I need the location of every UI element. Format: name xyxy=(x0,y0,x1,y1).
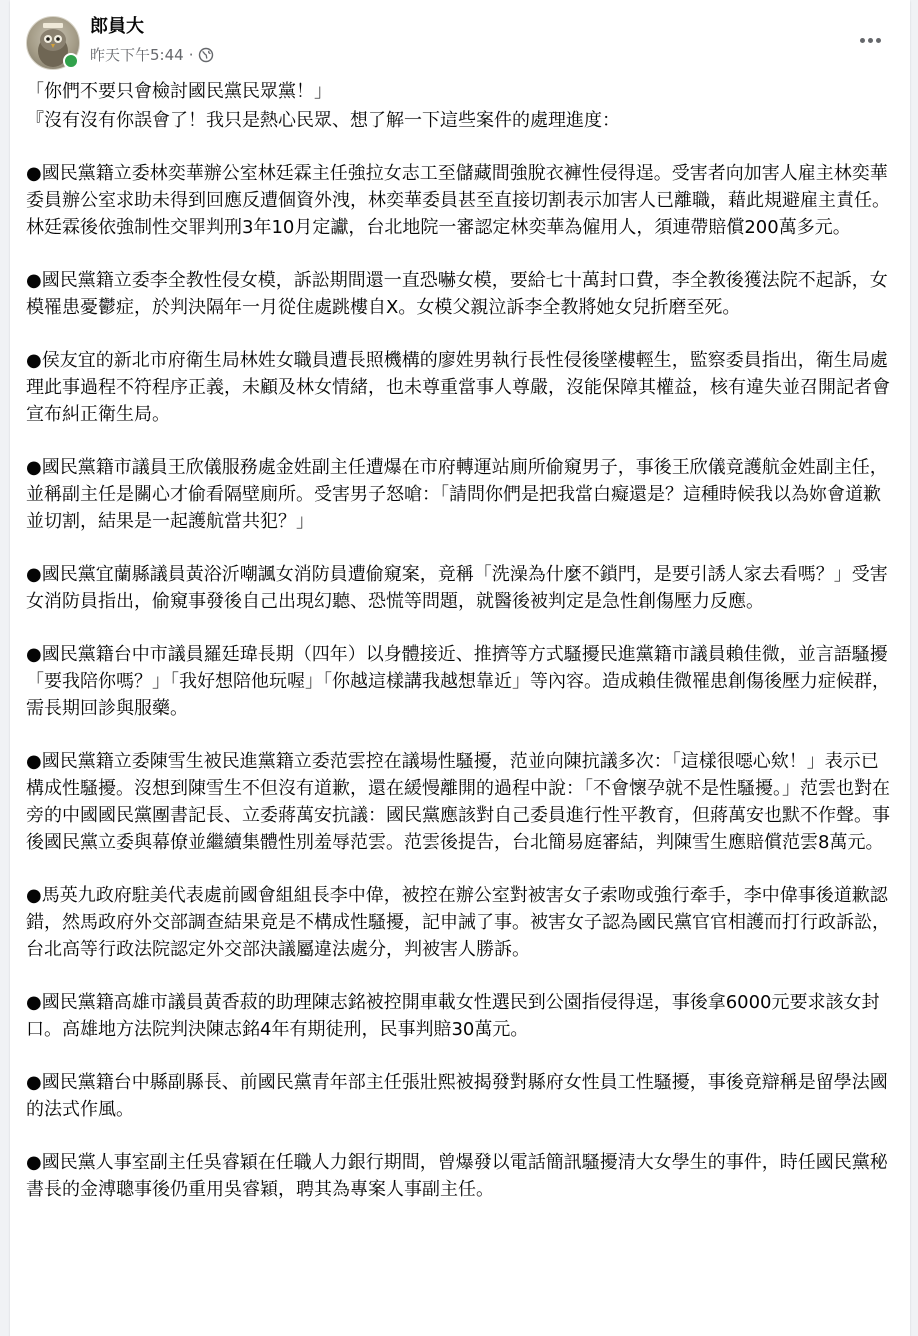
case-paragraph: ●國民黨籍立委林奕華辦公室林廷霖主任強拉女志工至儲藏間強脫衣褲性侵得逞。受害者向加害人雇主林奕華委員辦公室求助未得到回應反遭個資外洩，林奕華委員甚至直接切割表示加害人已離職，藉此規避雇主責任。林廷霖後依強制性交罪判刑3年10月定讞，台北地院一審認定林奕華為僱用人，須連帶賠償200萬多元。 xyxy=(26,163,890,238)
author-name[interactable]: 郎員大 xyxy=(90,16,144,37)
post-intro: 『沒有沒有你誤會了！我只是熱心民眾、想了解一下這些案件的處理進度： xyxy=(26,110,620,131)
case-paragraph: ●國民黨人事室副主任吳睿穎在任職人力銀行期間，曾爆發以電話簡訊騷擾清大女學生的事件，時任國民黨秘書長的金溥聰事後仍重用吳睿穎，聘其為專案人事副主任。 xyxy=(26,1152,888,1200)
case-paragraph: ●國民黨籍立委李全教性侵女模，訴訟期間還一直恐嚇女模，要給七十萬封口費，李全教後獲法院不起訴，女模罹患憂鬱症，於判決隔年一月從住處跳樓自X。女模父親泣訴李全教將她女兒折磨至死。 xyxy=(26,270,888,318)
globe-icon[interactable] xyxy=(198,47,214,63)
post-headline: 「你們不要只會檢討國民黨民眾黨！」 xyxy=(26,81,332,102)
case-paragraph: ●國民黨籍市議員王欣儀服務處金姓副主任遭爆在市府轉運站廁所偷窺男子，事後王欣儀竟護航金姓副主任，並稱副主任是關心才偷看隔壁廁所。受害男子怒嗆：「請問你們是把我當白癡還是？這種時候我以為妳會道歉並切割，結果是一起護航當共犯？」 xyxy=(26,457,888,532)
case-paragraph: ●國民黨籍台中縣副縣長、前國民黨青年部主任張壯熙被揭發對縣府女性員工性騷擾，事後竟辯稱是留學法國的法式作風。 xyxy=(26,1072,888,1120)
post-meta xyxy=(90,45,214,65)
post-timestamp[interactable]: 昨天下午5:44 xyxy=(90,46,184,64)
case-paragraph: ●國民黨宜蘭縣議員黃浴沂嘲諷女消防員遭偷窺案，竟稱「洗澡為什麼不鎖門，是要引誘人家去看嗎？」受害女消防員指出，偷窺事發後自己出現幻聽、恐慌等問題，就醫後被判定是急性創傷壓力反應。 xyxy=(26,564,888,612)
post-card xyxy=(10,0,910,1336)
more-options-icon[interactable] xyxy=(852,22,888,58)
meta-separator: · xyxy=(188,46,194,64)
case-paragraph: ●國民黨籍立委陳雪生被民進黨籍立委范雲控在議場性騷擾，范並向陳抗議多次：「這樣很噁心欸！」表示已構成性騷擾。沒想到陳雪生不但沒有道歉，還在緩慢離開的過程中說：「不會懷孕就不是性騷擾。」范雲也對在旁的中國國民黨團書記長、立委蔣萬安抗議：國民黨應該對自己委員進行性平教育，但蔣萬安也默不作聲。事後國民黨立委與幕僚並繼續集體性別羞辱范雲。范雲後提告，台北簡易庭審結，判陳雪生應賠償范雲8萬元。 xyxy=(26,751,890,853)
post-header xyxy=(10,0,910,80)
online-status-dot xyxy=(63,53,79,69)
case-paragraph: ●國民黨籍高雄市議員黃香菽的助理陳志銘被控開車載女性選民到公園指侵得逞，事後拿6000元要求該女封口。高雄地方法院判決陳志銘4年有期徒刑，民事判賠30萬元。 xyxy=(26,992,880,1040)
case-paragraph: ●馬英九政府駐美代表處前國會組組長李中偉，被控在辦公室對被害女子索吻或強行牽手，李中偉事後道歉認錯，然馬政府外交部調查結果竟是不構成性騷擾，記申誡了事。被害女子認為國民黨官官相護而打行政訴訟，台北高等行政法院認定外交部決議屬違法處分，判被害人勝訴。 xyxy=(26,885,890,960)
post-body xyxy=(26,78,890,1229)
case-paragraph: ●侯友宜的新北市府衛生局林姓女職員遭長照機構的廖姓男執行長性侵後墜樓輕生，監察委員指出，衛生局處理此事過程不符程序正義，未顧及林女情緒，也未尊重當事人尊嚴，沒能保障其權益，核有違失並召開記者會宣布糾正衛生局。 xyxy=(26,350,890,425)
case-paragraph: ●國民黨籍台中市議員羅廷瑋長期（四年）以身體接近、推擠等方式騷擾民進黨籍市議員賴佳微，並言語騷擾「要我陪你嗎？」「我好想陪他玩喔」「你越這樣講我越想靠近」等內容。造成賴佳微罹患創傷後壓力症候群，需長期回診與服藥。 xyxy=(26,644,890,719)
